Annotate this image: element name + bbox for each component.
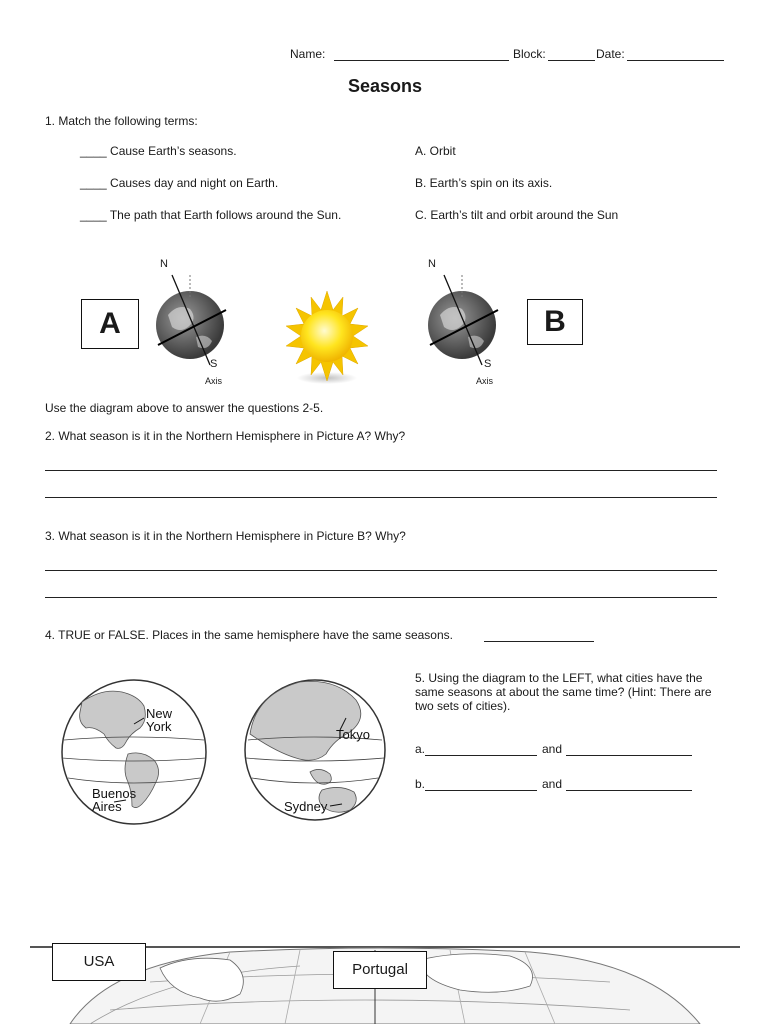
q1-item-1-blank[interactable]: ____: [80, 144, 107, 158]
map-label-portugal-text: Portugal: [352, 961, 408, 978]
q1-item-2-blank[interactable]: ____: [80, 176, 107, 190]
q1-item-3-text: The path that Earth follows around the Sun.: [109, 208, 342, 222]
q5-a-and: and: [542, 742, 563, 756]
q1-prompt: 1. Match the following terms:: [45, 114, 198, 128]
city-label-tokyo: Tokyo: [336, 727, 370, 742]
q2-answer-line-2[interactable]: [45, 497, 717, 498]
diagram-box-a-letter: A: [99, 307, 121, 340]
sun-icon: [280, 286, 375, 386]
map-label-usa-text: USA: [83, 953, 115, 970]
earth-a-axis-label: Axis: [205, 376, 223, 386]
diagram-instructions: Use the diagram above to answer the questions 2-5.: [45, 401, 324, 415]
earth-a-illustration: [150, 265, 240, 375]
q5-b-blank-2[interactable]: [566, 790, 692, 791]
block-line[interactable]: [548, 60, 595, 61]
q1-item-3-blank[interactable]: ____: [80, 208, 107, 222]
block-label: Block:: [513, 47, 546, 61]
earth-b-axis-label: Axis: [476, 376, 494, 386]
q3-prompt: 3. What season is it in the Northern Hemisphere in Picture B? Why?: [45, 529, 406, 543]
diagram-box-b: [527, 299, 583, 345]
earth-b-south-label: S: [484, 358, 492, 370]
q5-b-blank-1[interactable]: [425, 790, 537, 791]
earth-a-south-label: S: [210, 358, 218, 370]
page-title: Seasons: [347, 76, 423, 96]
q1-choice-c: C. Earth’s tilt and orbit around the Sun: [415, 208, 619, 222]
q1-item-1-text: Cause Earth’s seasons.: [110, 144, 237, 158]
q1-item-3: [80, 208, 341, 222]
earth-b-north-label: N: [428, 258, 436, 270]
q5-prompt: 5. Using the diagram to the LEFT, what cities have the same seasons at about the same time? (Hint: There are two sets of cities).: [415, 671, 712, 713]
q1-choice-a: A. Orbit: [415, 144, 456, 158]
q3-answer-line-1[interactable]: [45, 570, 717, 571]
city-label-buenos-aires: Buenos Aires: [92, 786, 137, 814]
q5-a-blank-2[interactable]: [566, 755, 692, 756]
city-label-new-york: New York: [146, 706, 173, 734]
map-label-usa: [52, 943, 146, 981]
q5-a-blank-1[interactable]: [425, 755, 537, 756]
earth-b-illustration: [422, 265, 512, 375]
q5-b-and: and: [542, 777, 563, 791]
date-line[interactable]: [627, 60, 724, 61]
name-line[interactable]: [334, 60, 509, 61]
q3-answer-line-2[interactable]: [45, 597, 717, 598]
q1-item-2-text: Causes day and night on Earth.: [110, 176, 279, 190]
q2-prompt: 2. What season is it in the Northern Hemisphere in Picture A? Why?: [45, 429, 406, 443]
diagram-box-b-letter: B: [544, 305, 566, 338]
q2-answer-line-1[interactable]: [45, 470, 717, 471]
name-label: Name:: [290, 47, 326, 61]
earth-a-north-label: N: [160, 258, 168, 270]
date-label: Date:: [596, 47, 625, 61]
q1-item-1: [80, 144, 237, 158]
q1-choice-b: B. Earth’s spin on its axis.: [415, 176, 553, 190]
q5-b-label: b.: [415, 777, 426, 791]
q5-a-label: a.: [415, 742, 426, 756]
map-label-portugal: [333, 951, 427, 989]
q1-item-2: [80, 176, 278, 190]
q4-prompt: 4. TRUE or FALSE. Places in the same hemisphere have the same seasons.: [45, 628, 453, 642]
city-label-sydney: Sydney: [284, 799, 328, 814]
diagram-box-a: [81, 299, 139, 349]
q4-answer-line[interactable]: [484, 641, 594, 642]
